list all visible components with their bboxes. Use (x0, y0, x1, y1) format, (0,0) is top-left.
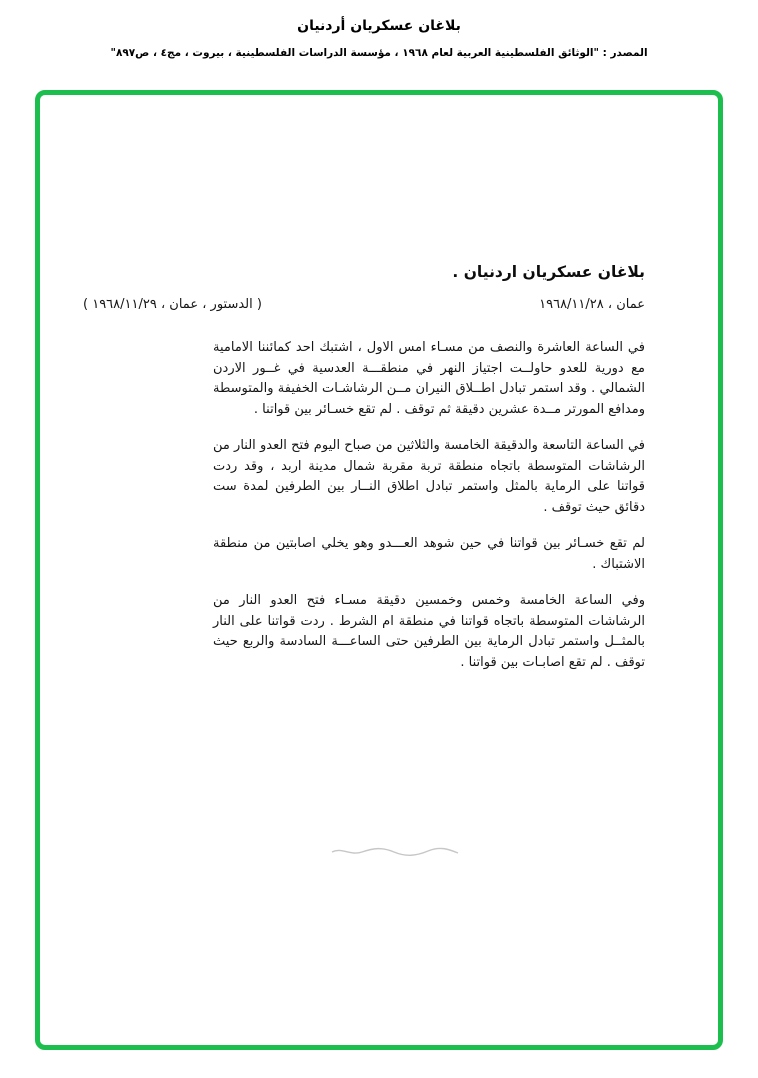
city-date: عمان ، ١٩٦٨/١١/٢٨ (539, 297, 645, 312)
page-title: بلاغان عسكريان أردنيان (297, 18, 461, 34)
page-header (0, 18, 758, 59)
document-body (83, 263, 645, 673)
document-paragraphs (213, 338, 645, 673)
paragraph-3: لم تقع خسـائر بين قواتنا في حين شوهد العـــدو وهو يخلي اصابتين من منطقة الاشتباك . (213, 536, 645, 572)
document-frame (35, 90, 723, 1050)
scan-noise-artifact (330, 843, 460, 859)
paragraph-2: في الساعة التاسعة والدقيقة الخامسة والثلاثين من صباح اليوم فتح العدو النار من الرشاشات المتوسطة باتجاه منطقة تربة مقربة شمال مدينة اربد ، وقد ردت قواتنا على الرماية بالمثل واستمر تبادل اطلاق النــار بين الطرفين لمدة ست دقائق حيث توقف . (213, 438, 645, 515)
dateline-row (83, 297, 645, 312)
paragraph-4: وفي الساعة الخامسة وخمس وخمسين دقيقة مسـاء فتح العدو النار من الرشاشات المتوسطة باتجاه قواتنا في منطقة ام الشرط . ردت قواتنا على النار بالمثــل واستمر تبادل الرماية بين الطرفين حتى الساعـــة السادسة والربع حيث توقف . لم تقع اصابـات بين قواتنا . (213, 593, 645, 670)
paragraph-1: في الساعة العاشرة والنصف من مسـاء امس الاول ، اشتبك احد كمائننا الامامية مع دورية للعدو حاولــت اجتياز النهر في منطقـــة العدسية في غــور الاردن الشمالي . وقد استمر تبادل اطــلاق النيران مــن الرشاشـات الخفيفة والمتوسطة ومدافع المورتر مــدة عشرين دقيقة ثم توقف . لم تقع خسـائر بين قواتنا . (213, 340, 645, 417)
newspaper-reference: ( الدستور ، عمان ، ١٩٦٨/١١/٢٩ ) (83, 297, 262, 312)
source-citation: المصدر : "الوثائق الفلسطينية العربية لعام ١٩٦٨ ، مؤسسة الدراسات الفلسطينية ، بيروت ، مج٤ ، ص٨٩٧" (110, 47, 648, 59)
document-title: بلاغان عسكريان اردنيان . (452, 263, 645, 281)
